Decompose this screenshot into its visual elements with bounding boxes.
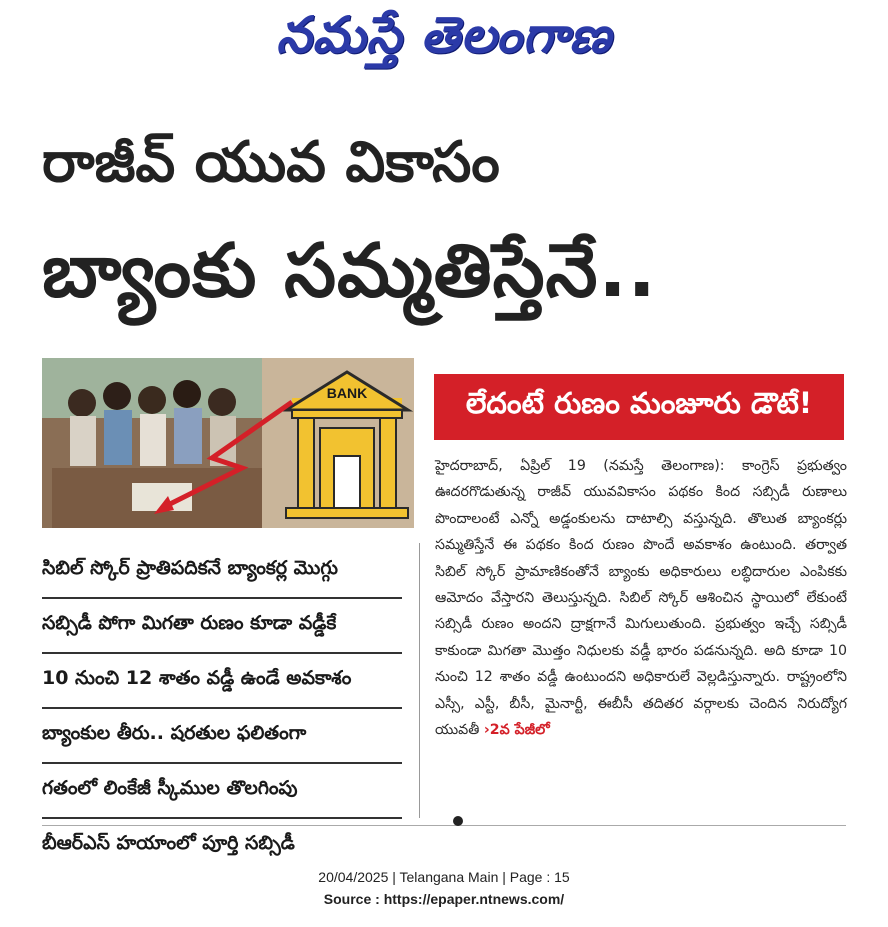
column-divider [419, 543, 420, 818]
bank-illustration [42, 358, 414, 528]
headline-line1: రాజీవ్ యువ వికాసం [42, 130, 500, 195]
highlights-list [42, 544, 402, 872]
footer-source-link[interactable]: Source : https://epaper.ntnews.com/ [323, 891, 565, 907]
subheadline-text: లేదంటే రుణం మంజూరు డౌటే! [465, 386, 813, 420]
news-photo [42, 358, 414, 528]
separator-dot [453, 816, 463, 826]
continued-link[interactable]: ›2వ పేజీలో [483, 722, 550, 739]
highlight-item: 10 నుంచి 12 శాతం వడ్డీ ఉండే అవకాశం [42, 654, 402, 709]
footer-date-page: 20/04/2025 | Telangana Main | Page : 15 [318, 869, 570, 885]
newspaper-masthead [0, 0, 888, 80]
masthead-title: నమస్తే తెలంగాణ [276, 6, 612, 64]
highlight-item: బ్యాంకుల తీరు.. షరతుల ఫలితంగా [42, 709, 402, 764]
highlight-item: సబ్సిడీ పోగా మిగతా రుణం కూడా వడ్డీకే [42, 599, 402, 654]
bank-sign-text: BANK [326, 385, 368, 401]
article-text: హైదరాబాద్, ఏప్రిల్ 19 (నమస్తే తెలంగాణ): కాంగ్రెస్ ప్రభుత్వం ఊదరగొడుతున్న రాజీవ్ యువవికాసం పథకం కింద సబ్సిడీ రుణాలు పొందాలంటే ఎన్నో అడ్డంకులను దాటాల్సి వస్తున్నది. తొలుత బ్యాంకర్లు సమ్మతిస్తేనే ఈ పథకం కింద రుణం పొందే అవకాశం ఉంటుంది. తర్వాత సిబిల్ స్కోర్ ప్రామాణికంతోనే బ్యాంకు అధికారులు లబ్ధిదారుల ఎంపికకు ఆమోదం వేస్తారని తెలుస్తున్నది. సిబిల్ స్కోర్ ఆశించిన స్థాయిలో లేకుంటే సబ్సిడీ రుణం అందని ద్రాక్షగానే మిగులుతుంది. ప్రభుత్వం ఇచ్చే సబ్సిడీ కాకుండా మిగతా మొత్తం నిధులకు వడ్డీ భారం పడనున్నది. అది కూడా 10 నుంచి 12 శాతం వడ్డీ ఉంటుందని అధికారులే వెల్లడిస్తున్నారు. రాష్ట్రంలోని ఎస్సీ, ఎస్టీ, బీసీ, మైనార్టీ, ఈబీసీ తదితర వర్గాలకు చెందిన నిరుద్యోగ యువతీ [435, 458, 847, 739]
page-footer [0, 866, 888, 910]
bottom-rule [42, 825, 846, 826]
highlight-item: సిబిల్ స్కోర్ ప్రాతిపదికనే బ్యాంకర్ల మొగ్గు [42, 544, 402, 599]
headline-line2: బ్యాంకు సమ్మతిస్తేనే.. [42, 228, 657, 314]
subheadline-banner [434, 374, 844, 440]
article-body [435, 453, 847, 743]
highlight-item: బీఆర్ఎస్ హయాంలో పూర్తి సబ్సిడీ [42, 832, 295, 854]
highlight-item: గతంలో లింకేజీ స్కీముల తొలగింపు [42, 764, 402, 819]
